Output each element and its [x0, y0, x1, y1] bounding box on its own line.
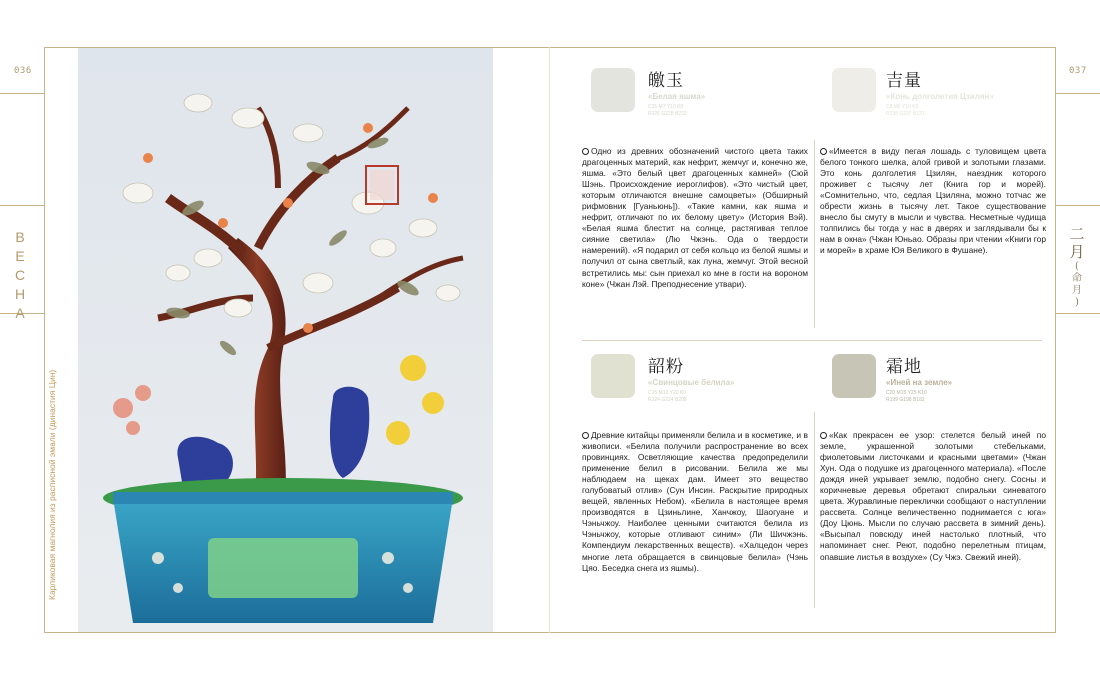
illustration-caption: Карликовая магнолия из расписной эмали (династия Цин) — [47, 369, 57, 600]
entry-color-codes — [886, 104, 925, 118]
section-letter: В — [15, 229, 25, 245]
left-tab-rule-mid1 — [0, 205, 44, 206]
entry-text-content: Одно из древних обозначений чистого цвета таких драгоценных материй, как нефрит, жемчуг и, конечно же, яшма. «Это белый цвет драгоценных камней» (Сюй Шэнь. Происхождение иероглифов). «Это чистый цвет, которым отличаются внешне самоцветы» (Обширный рифмовник [Гуаньюнь]). «Такие камни, как яшма и нефрит, отличают по их белому цвету» (История Вэй). «Белая яшма блестит на солнце, растягивая теплое сияние светила» (Лю Чжэнь. Ода о твердости намерений). «Я подарил от себя кольцо из белой яшмы и получил от сына светлый, как луна, жемчуг. Этой весной встретились мы: сын приехал ко мне в гости на вороном коне» (Чжан Лэй. Преподнесение утвари). — [582, 146, 808, 289]
section-label-right — [1066, 225, 1088, 309]
right-tab-rule-mid1 — [1056, 205, 1100, 206]
entry-text-content: «Имеется в виду пегая лошадь с туловищем цвета белого тонкого шелка, алой гривой и золотыми глазами. Это конь долголетия Цзилян, наездник которого проживет с тысячу лет (Книга гор и морей). «Сомнительно, что, седлая Цзиляна, можно тотчас же обрести жизнь в тысячу лет. Такое существование внесло бы смуту в мысли и чувства. Несметные чудища толпились бы тогда у нас в дверях и заглядывали бы к нам в окна» (Чжан Юньао. Образы при чтении «Книги гор и морей» в храме Юя Великого в Фушане). — [820, 146, 1046, 256]
entry-color-codes — [648, 390, 687, 404]
entry-hanzi: 吉量 — [886, 71, 922, 91]
entry-color-codes — [648, 104, 687, 118]
cmyk-code: C15 M7 Y10 K0 — [648, 104, 684, 110]
month-char: 月 — [1069, 243, 1085, 261]
entry-text — [582, 430, 808, 574]
entry-name: «Белая яшма» — [648, 92, 706, 101]
month-char: 二 — [1069, 225, 1085, 243]
right-tab-rule-mid2 — [1056, 313, 1100, 314]
entry-text-content: Древние китайцы применяли белила и в косметике, и в живописи. «Белила получили распространение во всех провинциях. Осветляющие качества предопределили применение белил в рисовании. Белила же мы наблюдаем на щеках дам. Имеет это вещество голубоватый отлив» (Сун Инсин. Раскрытие природных вещей, явленных Небом). «Белила в настоящее время производятся в Цзиньлине, Ханчжоу, Шаогуане и Чэньчжоу. Наиболее ценными считаются белила из Чэньчжоу, которые отливают синим» (Ли Шичжэнь. Компендиум лекарственных веществ). «Халцедон через многие лета обращается в свинцовые белила» (Чэнь Цяо. Беседка снега из яшмы). — [582, 430, 808, 573]
month-paren-char: 命 — [1072, 273, 1082, 284]
frame-right-rule — [1055, 47, 1056, 633]
entry-text-content: «Как прекрасен ее узор: стелется белый иней по земле, украшенной золотыми стебельками, фиолетовыми листочками и красными цветами» (Чжан Хун. Ода о подушке из драгоценного материала). «После дождя иней укрывает землю, подобно снегу. Сосны и коричневые деревья обретают спиральки синеватого цвета. Журавлиные переклички сообщают о наступлении рассвета. Солнце величественно поднимается с юга» (Доу Цюнь. Мысли по случаю рассвета в зимний день). «Высыпал повсюду иней настолько плотный, что напоминает снег. Реют, подобно перелетным птицам, опавшие листья в воздухе» (Су Чжэ. Свежий иней). — [820, 430, 1046, 562]
spine-rule — [549, 47, 550, 633]
bullet-circle-icon — [582, 432, 589, 439]
month-paren-char: ) — [1075, 297, 1079, 308]
month-paren-char: ( — [1075, 261, 1079, 272]
left-page-number: 036 — [14, 66, 32, 76]
magnolia-bonsai-illustration — [78, 48, 493, 632]
section-letter: Н — [14, 286, 26, 302]
color-swatch-longevity-horse — [832, 68, 876, 112]
cmyk-code: C15 M10 Y20 K0 — [648, 390, 686, 396]
entry-hanzi: 霜地 — [886, 357, 922, 377]
section-letter: С — [14, 267, 26, 283]
rgb-code: R226 G228 B222 — [648, 111, 687, 117]
left-tab-rule-top — [0, 93, 44, 94]
cmyk-code: C8 M6 Y10 K0 — [886, 104, 919, 110]
entry-text — [582, 146, 808, 290]
entry-text — [820, 430, 1046, 563]
entry-name: «Конь долголетия Цзилян» — [886, 92, 994, 101]
bullet-circle-icon — [820, 148, 827, 155]
color-swatch-white-jade — [591, 68, 635, 112]
section-label-left — [10, 228, 30, 323]
entry-text — [820, 146, 1046, 256]
frame-left-rule — [44, 47, 45, 633]
bullet-circle-icon — [820, 432, 827, 439]
rgb-code: R199 G198 B182 — [886, 397, 925, 403]
frame-bottom-rule — [44, 632, 1056, 633]
right-tab-rule-top — [1056, 93, 1100, 94]
right-page-number: 037 — [1069, 66, 1087, 76]
entry-name: «Свинцовые белила» — [648, 378, 735, 387]
rgb-code: R238 G237 B231 — [886, 111, 925, 117]
cmyk-code: C20 M15 Y25 K10 — [886, 390, 927, 396]
bullet-circle-icon — [582, 148, 589, 155]
month-paren-char: 月 — [1072, 285, 1082, 296]
entry-color-codes — [886, 390, 927, 404]
entry-hanzi: 皦玉 — [648, 71, 684, 91]
column-divider-bottom — [814, 412, 815, 608]
section-letter: А — [15, 305, 25, 321]
rgb-code: R224 G224 B208 — [648, 397, 687, 403]
section-letter: Е — [15, 248, 25, 264]
column-divider-top — [814, 140, 815, 328]
color-swatch-frost-ground — [832, 354, 876, 398]
entry-hanzi: 韶粉 — [648, 357, 684, 377]
row-divider — [582, 340, 1042, 341]
color-swatch-lead-white — [591, 354, 635, 398]
entry-name: «Иней на земле» — [886, 378, 953, 387]
